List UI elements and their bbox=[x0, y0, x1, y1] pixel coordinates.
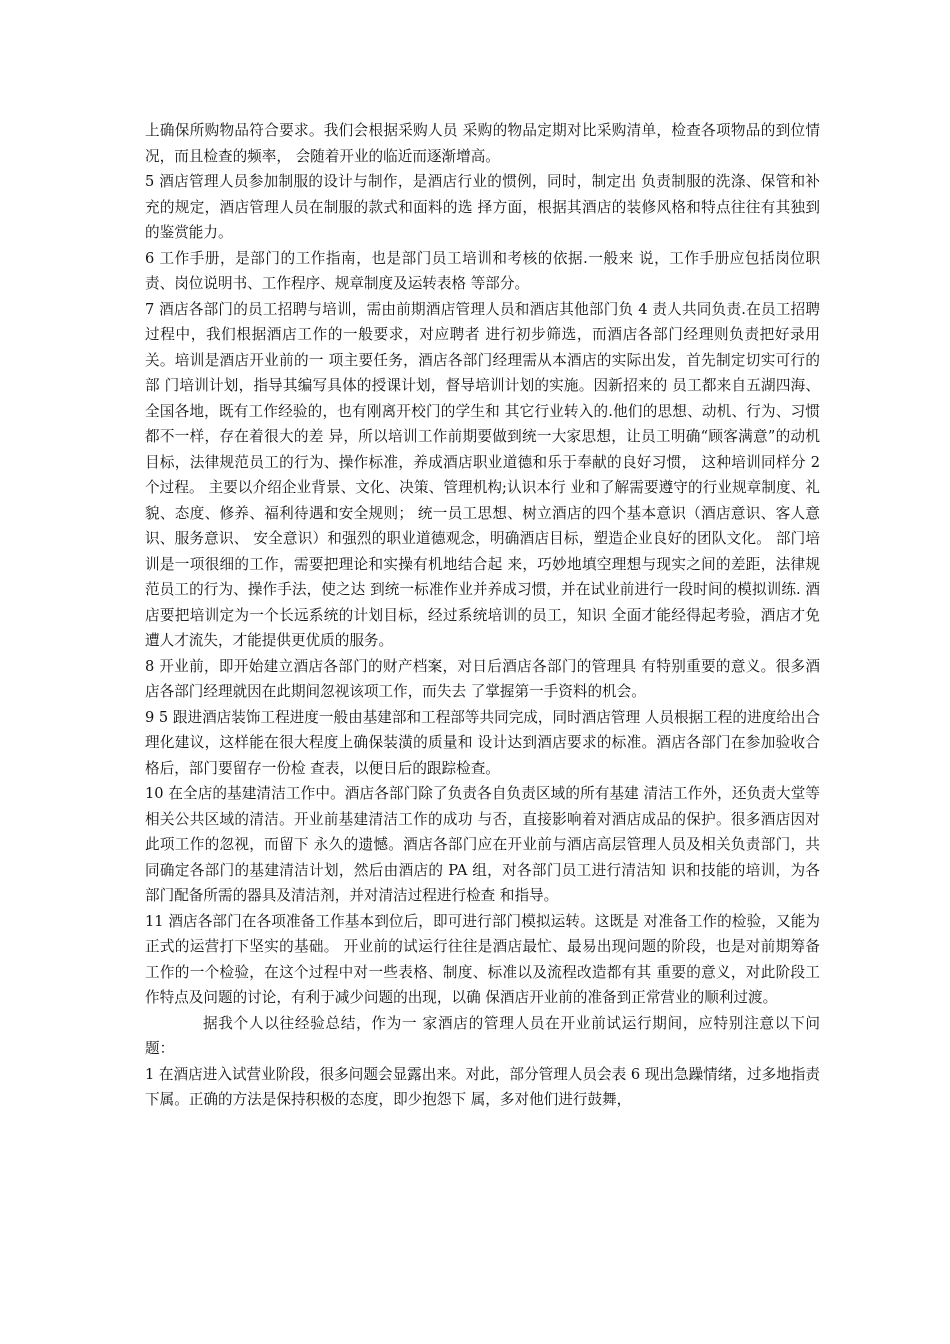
paragraph-recruitment-training: 7 酒店各部门的员工招聘与培训，需由前期酒店管理人员和酒店其他部门负 4 责人共同负责.在员工招聘过程中，我们根据酒店工作的一般要求，对应聘者 进行初步筛选，而酒店各部门经理则负责把好录用关。培训是酒店开业前的一 项主要任务，酒店各部门经理需从本酒店的实际出发，首先制定切实可行的部 门培训计划，指导其编写具体的授课计划，督导培训计划的实施。因新招来的 员工都来自五湖四海、全国各地，既有工作经验的，也有刚离开校门的学生和 其它行业转入的.他们的思想、动机、行为、习惯都不一样，存在着很大的差 异，所以培训工作前期要做到统一大家思想，让员工明确“顾客满意”的动机 目标，法律规范员工的行为、操作标准，养成酒店职业道德和乐于奉献的良好习惯， 这种培训同样分 2 个过程。 主要以介绍企业背景、文化、决策、管理机构;认识本行 业和了解需要遵守的行业规章制度、礼貌、态度、修养、福利待遇和安全规则； 统一员工思想、树立酒店的四个基本意识（酒店意识、客人意识、服务意识、 安全意识）和强烈的职业道德观念，明确酒店目标，塑造企业良好的团队文化。 部门培训是一项很细的工作，需要把理论和实操有机地结合起 来，巧妙地填空理想与现实之间的差距，法律规范员工的行为、操作手法，使之达 到统一标准作业并养成习惯，并在试业前进行一段时间的模拟训练. 酒店要把培训定为一个长远系统的计划目标，经过系统培训的员工，知识 全面才能经得起考验，酒店才免遭人才流失，才能提供更优质的服务。 bbox=[145, 300, 820, 649]
paragraph-trial-issues: 1 在酒店进入试营业阶段，很多问题会显露出来。对此，部分管理人员会表 6 现出急躁情绪，过多地指责下属。正确的方法是保持积极的态度，即少抱怨下 属，多对他们进行鼓舞， bbox=[145, 1065, 820, 1108]
paragraph-procurement-check: 上确保所购物品符合要求。我们会根据采购人员 采购的物品定期对比采购清单，检查各项物品的到位情况，而且检查的频率， 会随着开业的临近而逐渐增高。 bbox=[145, 122, 820, 165]
document-body bbox=[145, 118, 820, 1113]
paragraph-uniform-design: 5 酒店管理人员参加制服的设计与制作，是酒店行业的惯例，同时，制定出 负责制服的洗涤、保管和补充的规定，酒店管理人员在制服的款式和面料的选 择方面，根据其酒店的装修风格和特点往往有其独到的鉴赏能力。 bbox=[145, 173, 820, 241]
paragraph-work-manual: 6 工作手册，是部门的工作指南，也是部门员工培训和考核的依据.一般来 说，工作手册应包括岗位职责、岗位说明书、工作程序、规章制度及运转表格 等部分。 bbox=[145, 249, 820, 292]
paragraph-construction-cleaning: 10 在全店的基建清洁工作中。酒店各部门除了负责各自负责区域的所有基建 清洁工作外，还负责大堂等相关公共区域的清洁。开业前基建清洁工作的成功 与否，直接影响着对酒店成品的保护。很多酒店因对此项工作的忽视，而留下 永久的遗憾。酒店各部门应在开业前与酒店高层管理人员及相关负责部门，共 同确定各部门的基建清洁计划，然后由酒店的 PA 组，对各部门员工进行清洁知 识和技能的培训，为各部门配备所需的器具及清洁剂，并对清洁过程进行检查 和指导。 bbox=[145, 785, 820, 904]
paragraph-decoration-progress: 9 5 跟进酒店装饰工程进度一般由基建部和工程部等共同完成，同时酒店管理 人员根据工程的进度给出合理化建议，这样能在很大程度上确保装潢的质量和 设计达到酒店要求的标准。酒店各部门在参加验收合格后，部门要留存一份检 查表，以便日后的跟踪检查。 bbox=[145, 708, 820, 777]
paragraph-experience-summary: 据我个人以往经验总结，作为一 家酒店的管理人员在开业前试运行期间，应特别注意以下问题： bbox=[145, 1014, 820, 1057]
paragraph-asset-records: 8 开业前，即开始建立酒店各部门的财产档案，对日后酒店各部门的管理具 有特别重要的意义。很多酒店各部门经理就因在此期间忽视该项工作，而失去 了掌握第一手资料的机会。 bbox=[145, 657, 820, 700]
paragraph-trial-operation: 11 酒店各部门在各项准备工作基本到位后，即可进行部门模拟运转。这既是 对准备工作的检验，又能为正式的运营打下坚实的基础。 开业前的试运行往往是酒店最忙、最易出现问题的阶段，也是对前期筹备 工作的一个检验，在这个过程中对一些表格、制度、标准以及流程改造都有其 重要的意义，对此阶段工作特点及问题的讨论，有利于减少问题的出现，以确 保酒店开业前的准备到正常营业的顺利过渡。 bbox=[145, 912, 820, 1006]
